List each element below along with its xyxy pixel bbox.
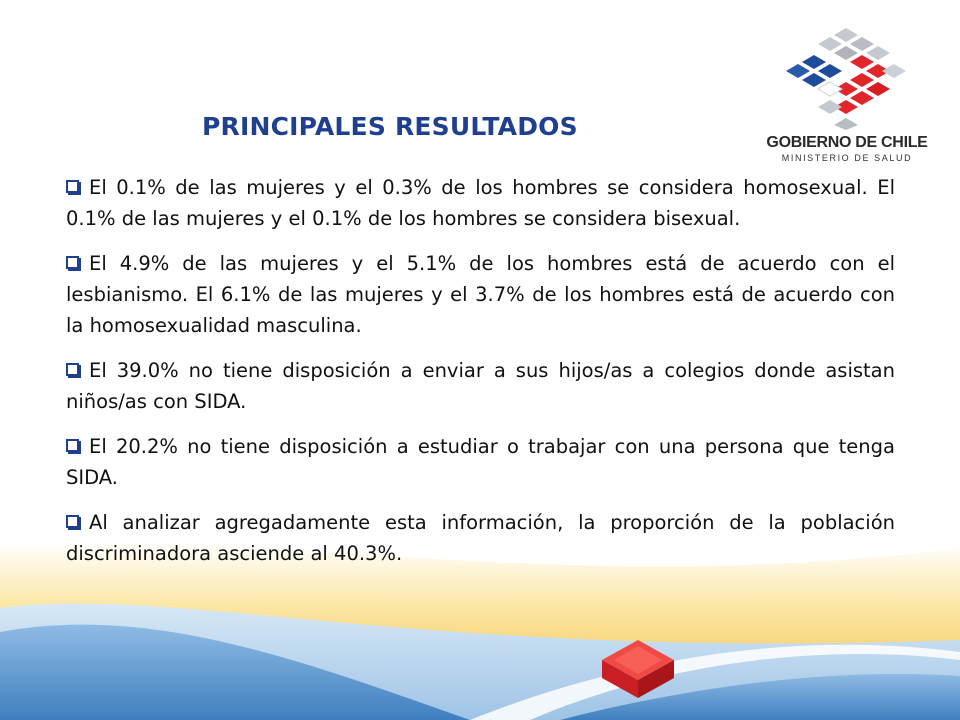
checkbox-bullet-icon xyxy=(66,515,79,528)
logo-subtitle: MINISTERIO DE SALUD xyxy=(781,153,913,163)
bullet-item xyxy=(66,431,895,493)
bullet-item xyxy=(66,172,895,234)
logo-emblem xyxy=(784,28,914,130)
checkbox-bullet-icon xyxy=(66,180,79,193)
bullet-item xyxy=(66,248,895,341)
bullet-text: El 4.9% de las mujeres y el 5.1% de los hombres está de acuerdo con el lesbianismo. El 6.1% de las mujeres y el 3.7% de los hombres está de acuerdo con la homosexualidad masculina. xyxy=(66,252,895,337)
bullet-list xyxy=(66,172,895,583)
bullet-text: El 0.1% de las mujeres y el 0.3% de los hombres se considera homosexual. El 0.1% de las mujeres y el 0.1% de los hombres se considera bisexual. xyxy=(66,176,895,230)
bullet-item xyxy=(66,355,895,417)
bullet-item xyxy=(66,507,895,569)
bullet-text: El 20.2% no tiene disposición a estudiar o trabajar con una persona que tenga SIDA. xyxy=(66,435,895,489)
red-cube-decoration xyxy=(596,636,680,700)
bullet-text: Al analizar agregadamente esta información, la proporción de la población discriminadora asciende al 40.3%. xyxy=(66,511,895,565)
logo-name: GOBIERNO DE CHILE xyxy=(766,134,928,151)
checkbox-bullet-icon xyxy=(66,439,79,452)
government-logo xyxy=(762,28,932,163)
bullet-text: El 39.0% no tiene disposición a enviar a sus hijos/as a colegios donde asistan niños/as con SIDA. xyxy=(66,359,895,413)
checkbox-bullet-icon xyxy=(66,256,79,269)
checkbox-bullet-icon xyxy=(66,363,79,376)
page-title: PRINCIPALES RESULTADOS xyxy=(202,112,578,141)
